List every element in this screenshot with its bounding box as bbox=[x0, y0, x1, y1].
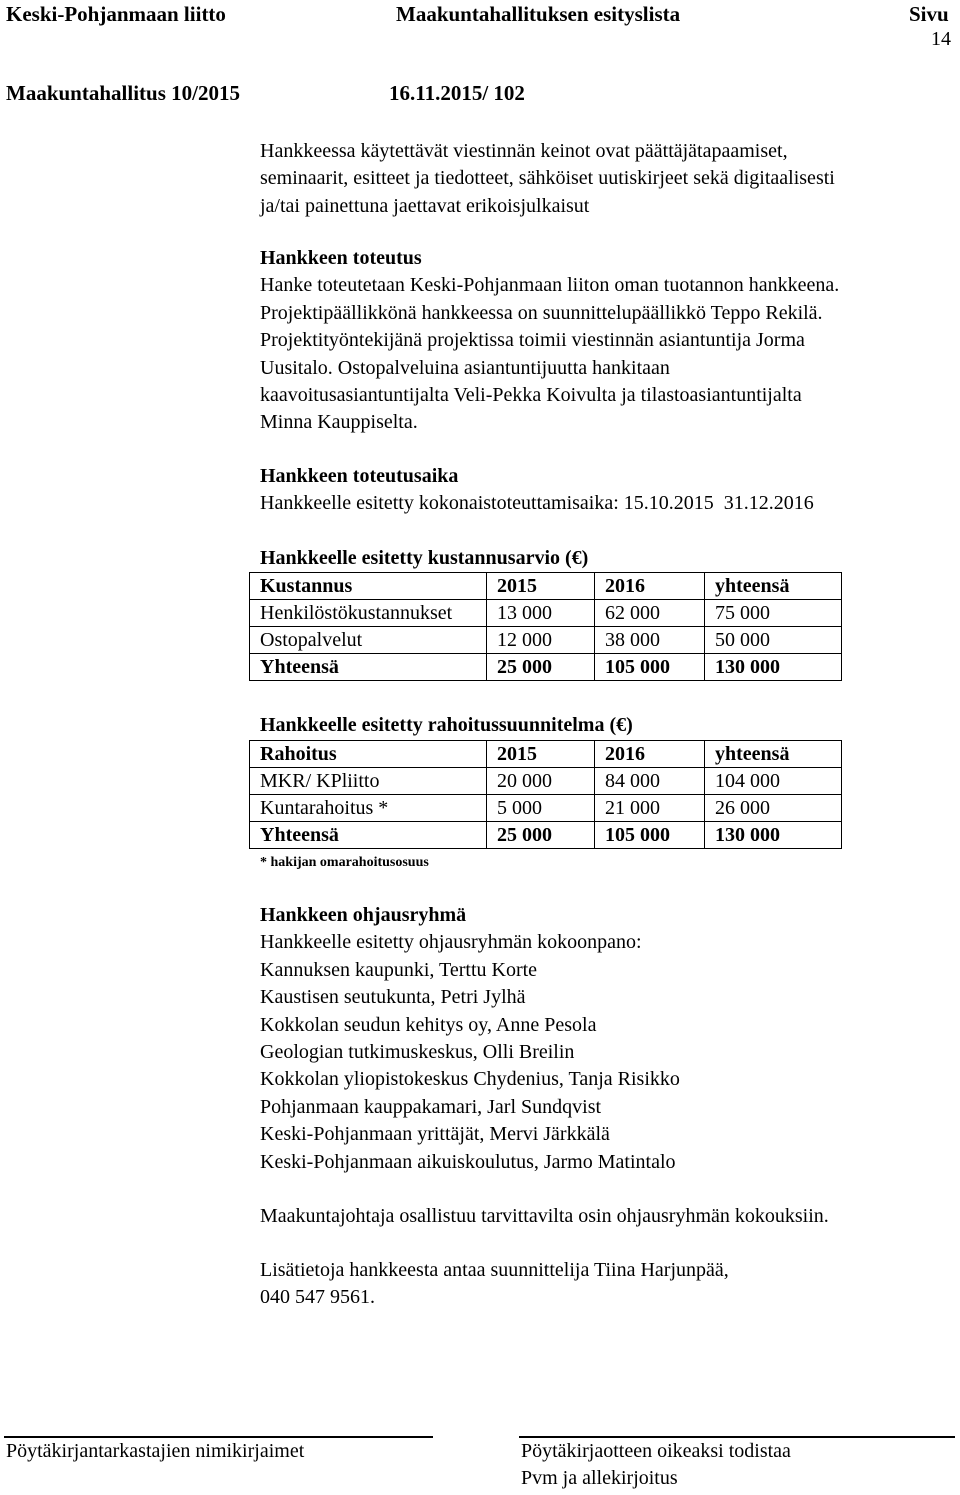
table-cell: 62 000 bbox=[595, 600, 705, 627]
meeting-label: Maakuntahallitus 10/2015 bbox=[6, 81, 240, 105]
column-header: 2016 bbox=[595, 573, 705, 600]
schedule-heading: Hankkeen toteutusaika bbox=[260, 465, 459, 487]
steering-group-heading: Hankkeen ohjausryhmä bbox=[260, 904, 467, 926]
table-cell: 130 000 bbox=[705, 822, 842, 849]
table-cell: MKR/ KPliitto bbox=[250, 768, 487, 795]
implementation-line: Projektityöntekijänä projektissa toimii viestinnän asiantuntija Jorma bbox=[260, 329, 805, 352]
table-cell: 13 000 bbox=[487, 600, 595, 627]
list-item: Kokkolan seudun kehitys oy, Anne Pesola bbox=[260, 1013, 597, 1036]
cost-table bbox=[249, 572, 842, 681]
implementation-line: Uusitalo. Ostopalveluina asiantuntijuutta hankitaan bbox=[260, 356, 670, 379]
column-header: Rahoitus bbox=[250, 741, 487, 768]
table-cell: Yhteensä bbox=[250, 654, 487, 681]
implementation-heading: Hankkeen toteutus bbox=[260, 247, 422, 269]
implementation-line: Hanke toteutetaan Keski-Pohjanmaan liiton oman tuotannon hankkeena. bbox=[260, 274, 840, 297]
list-item: Geologian tutkimuskeskus, Olli Breilin bbox=[260, 1041, 575, 1064]
table-cell: 50 000 bbox=[705, 627, 842, 654]
footer-certify-label: Pöytäkirjaotteen oikeaksi todistaa bbox=[521, 1440, 791, 1462]
funding-table bbox=[249, 740, 842, 849]
contact-phone: 040 547 9561. bbox=[260, 1286, 375, 1309]
table-cell: 12 000 bbox=[487, 627, 595, 654]
page-label: Sivu bbox=[909, 2, 949, 26]
table-row bbox=[250, 600, 842, 627]
table-cell: Henkilöstökustannukset bbox=[250, 600, 487, 627]
table-row bbox=[250, 768, 842, 795]
intro-line: ja/tai painettuna jaettavat erikoisjulkaisut bbox=[260, 194, 590, 217]
steering-group-section bbox=[260, 902, 680, 1176]
table-cell: 21 000 bbox=[595, 795, 705, 822]
cost-table-heading: Hankkeelle esitetty kustannusarvio (€) bbox=[260, 547, 589, 569]
table-cell: 105 000 bbox=[595, 654, 705, 681]
footer-signature-label: Pvm ja allekirjoitus bbox=[521, 1467, 678, 1489]
table-row bbox=[250, 795, 842, 822]
schedule-text: Hankkeelle esitetty kokonaistoteuttamisaika: 15.10.2015 31.12.2016 bbox=[260, 492, 814, 515]
table-cell: 130 000 bbox=[705, 654, 842, 681]
intro-line: seminaarit, esitteet ja tiedotteet, sähköiset uutiskirjeet sekä digitaalisesti bbox=[260, 167, 835, 190]
schedule-section bbox=[260, 463, 814, 518]
column-header: 2016 bbox=[595, 741, 705, 768]
table-total-row bbox=[250, 654, 842, 681]
table-header-row bbox=[250, 573, 842, 600]
table-cell: Ostopalvelut bbox=[250, 627, 487, 654]
table-cell: 25 000 bbox=[487, 654, 595, 681]
table-header-row bbox=[250, 741, 842, 768]
funding-footnote: * hakijan omarahoitusosuus bbox=[260, 855, 429, 870]
table-cell: 5 000 bbox=[487, 795, 595, 822]
list-item: Keski-Pohjanmaan aikuiskoulutus, Jarmo Matintalo bbox=[260, 1150, 676, 1173]
contact-line: Lisätietoja hankkeesta antaa suunnittelija Tiina Harjunpää, bbox=[260, 1259, 729, 1281]
column-header: 2015 bbox=[487, 573, 595, 600]
organization-name: Keski-Pohjanmaan liitto bbox=[6, 2, 226, 26]
date-section: 16.11.2015/ 102 bbox=[389, 81, 525, 105]
list-item: Pohjanmaan kauppakamari, Jarl Sundqvist bbox=[260, 1095, 602, 1118]
funding-table-heading: Hankkeelle esitetty rahoitussuunnitelma (€) bbox=[260, 714, 633, 736]
list-item: Kokkolan yliopistokeskus Chydenius, Tanja Risikko bbox=[260, 1068, 680, 1091]
list-item: Kannuksen kaupunki, Terttu Korte bbox=[260, 958, 538, 981]
table-cell: Yhteensä bbox=[250, 822, 487, 849]
table-cell: Kuntarahoitus * bbox=[250, 795, 487, 822]
list-item: Kaustisen seutukunta, Petri Jylhä bbox=[260, 986, 526, 1009]
footer-rule-right bbox=[519, 1436, 955, 1438]
table-total-row bbox=[250, 822, 842, 849]
intro-line: Hankkeessa käytettävät viestinnän keinot ovat päättäjätapaamiset, bbox=[260, 140, 788, 162]
implementation-line: Minna Kauppiselta. bbox=[260, 411, 418, 434]
column-header: yhteensä bbox=[705, 741, 842, 768]
document-title: Maakuntahallituksen esityslista bbox=[396, 2, 681, 26]
intro-paragraph bbox=[260, 138, 835, 220]
steering-group-intro: Hankkeelle esitetty ohjausryhmän kokoonpano: bbox=[260, 931, 642, 954]
table-cell: 84 000 bbox=[595, 768, 705, 795]
table-cell: 105 000 bbox=[595, 822, 705, 849]
implementation-line: Projektipäällikkönä hankkeessa on suunnittelupäällikkö Teppo Rekilä. bbox=[260, 301, 823, 324]
table-cell: 104 000 bbox=[705, 768, 842, 795]
table-cell: 75 000 bbox=[705, 600, 842, 627]
table-cell: 38 000 bbox=[595, 627, 705, 654]
footer-rule-left bbox=[4, 1436, 433, 1438]
implementation-section bbox=[260, 245, 839, 437]
column-header: yhteensä bbox=[705, 573, 842, 600]
footer-initials-label: Pöytäkirjantarkastajien nimikirjaimet bbox=[6, 1440, 305, 1462]
table-row bbox=[250, 627, 842, 654]
column-header: Kustannus bbox=[250, 573, 487, 600]
page-number: 14 bbox=[931, 28, 951, 50]
column-header: 2015 bbox=[487, 741, 595, 768]
table-cell: 20 000 bbox=[487, 768, 595, 795]
steering-note: Maakuntajohtaja osallistuu tarvittavilta osin ohjausryhmän kokouksiin. bbox=[260, 1205, 829, 1227]
table-cell: 25 000 bbox=[487, 822, 595, 849]
table-cell: 26 000 bbox=[705, 795, 842, 822]
contact-section bbox=[260, 1257, 729, 1312]
list-item: Keski-Pohjanmaan yrittäjät, Mervi Järkkälä bbox=[260, 1123, 610, 1146]
implementation-line: kaavoitusasiantuntijalta Veli-Pekka Koivulta ja tilastoasiantuntijalta bbox=[260, 384, 802, 407]
